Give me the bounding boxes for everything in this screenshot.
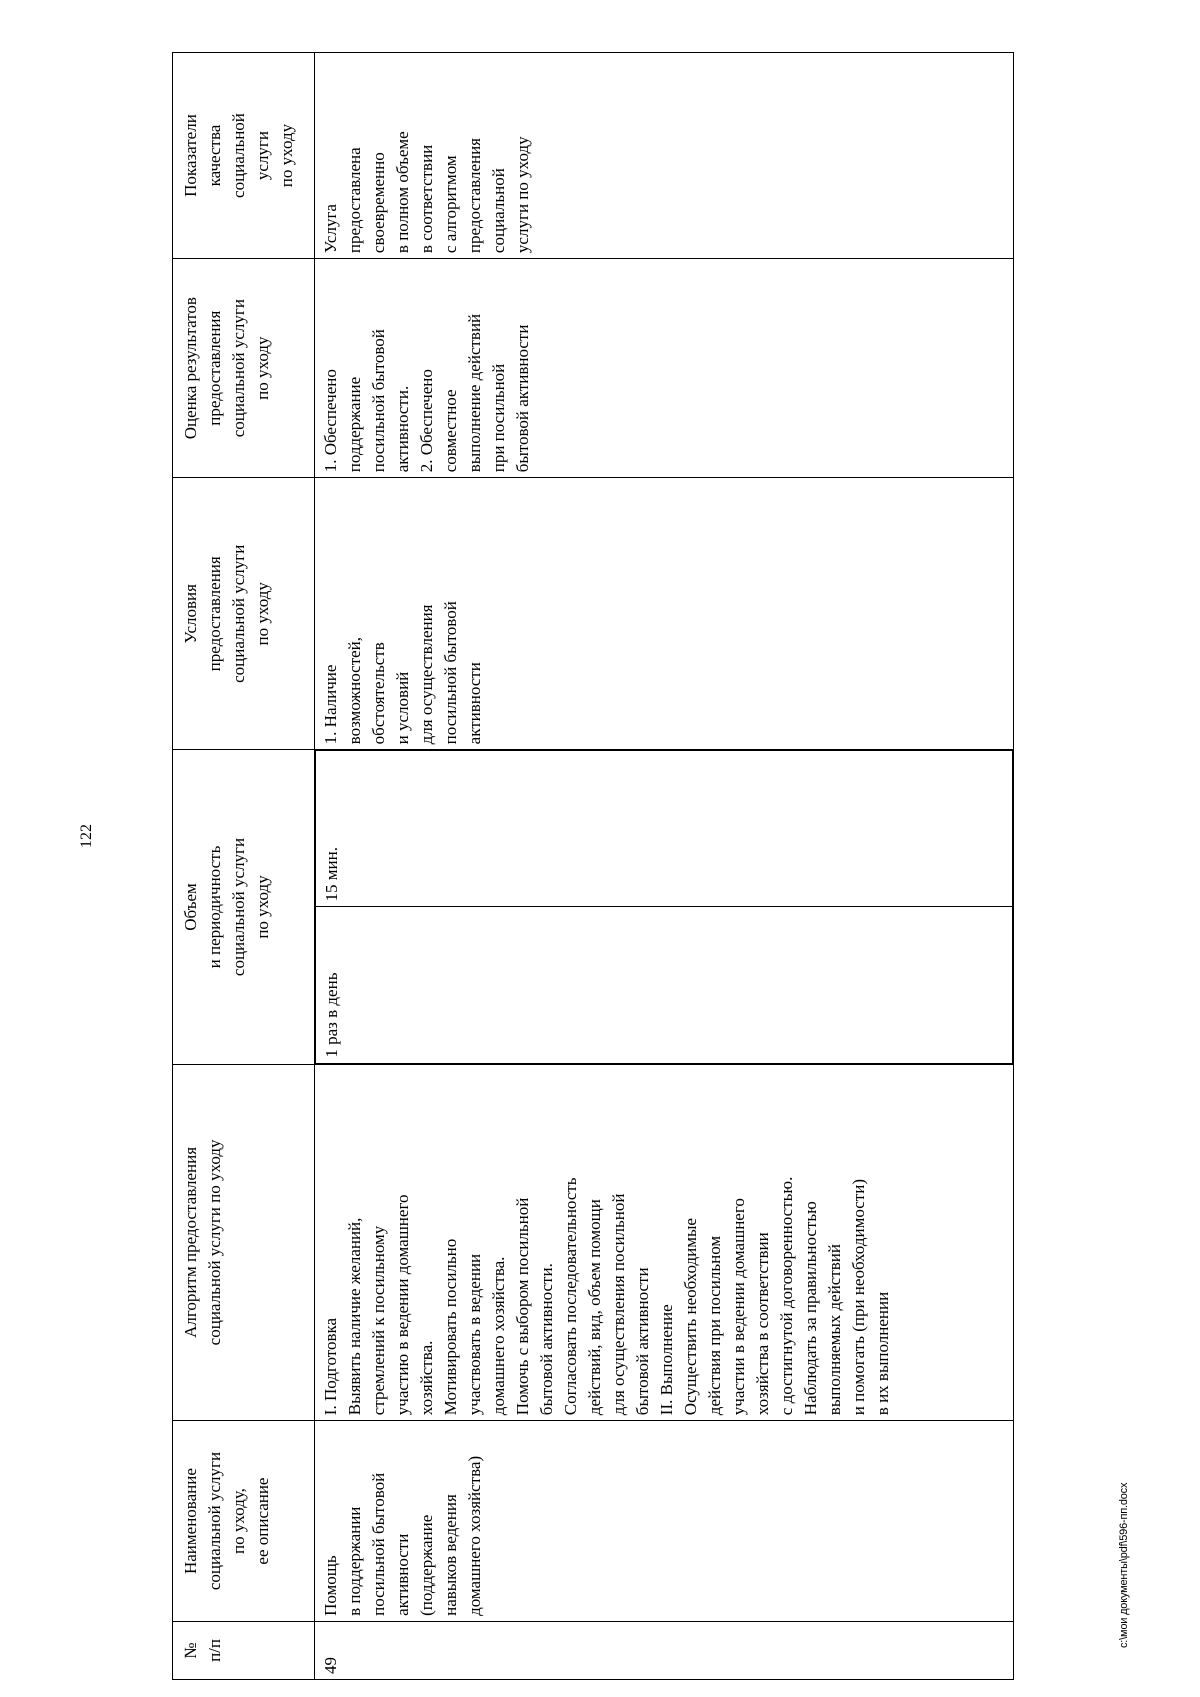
text-line: социальной xyxy=(229,113,248,198)
text-line: Показатели xyxy=(181,114,200,197)
text-line: Помочь с выбором посильной xyxy=(513,1197,532,1416)
text-line: участвовать в ведении xyxy=(465,1253,484,1416)
text-line: Наименование xyxy=(181,1468,200,1575)
text-line: бытовой активности xyxy=(513,324,532,473)
table-row xyxy=(315,53,1014,1680)
row-quality xyxy=(315,53,1014,259)
text-line: выполнение действий xyxy=(465,313,484,473)
text-line: Услуга xyxy=(321,204,340,254)
text-line: бытовой активности. xyxy=(537,1263,556,1416)
text-line: социальной услуги xyxy=(229,544,248,683)
text-line: Осуществить необходимые xyxy=(681,1218,700,1416)
text-line: активности xyxy=(393,1533,412,1616)
text-line: Помощь xyxy=(321,1555,340,1616)
text-line: социальной услуги по уходу xyxy=(205,1139,224,1346)
text-line: ее описание xyxy=(253,1477,272,1565)
text-line: с алгоритмом xyxy=(441,155,460,254)
row-conditions xyxy=(315,478,1014,750)
page-number: 122 xyxy=(78,824,95,848)
row-volume xyxy=(315,750,1014,1064)
text-line: для осуществления посильной xyxy=(609,1193,628,1416)
text-line: поддержание xyxy=(345,376,364,473)
text-line: п/п xyxy=(205,1639,224,1662)
text-line: своевременно xyxy=(369,152,388,254)
row-algorithm xyxy=(315,1064,1014,1421)
volume-value: 15 мин. xyxy=(316,751,1013,907)
text-line: для осуществления xyxy=(417,604,436,745)
text-line: посильной бытовой xyxy=(369,1472,388,1616)
text-line: социальной услуги xyxy=(229,299,248,438)
text-line: и периодичность xyxy=(205,845,224,969)
header-algorithm xyxy=(173,1064,315,1421)
text-line: Условия xyxy=(181,584,200,644)
header-conditions xyxy=(173,478,315,750)
text-line: совместное xyxy=(441,389,460,473)
header-volume xyxy=(173,750,315,1064)
text-line: в полном объеме xyxy=(393,131,412,254)
text-line: по уходу xyxy=(253,875,272,939)
text-line: участию в ведении домашнего xyxy=(393,1194,412,1416)
text-line: в соответствии xyxy=(417,144,436,254)
text-line: предоставления xyxy=(205,310,224,426)
volume-subtable xyxy=(315,750,1013,1063)
text-line: Согласовать последовательность xyxy=(561,1177,580,1416)
text-line: и помогать (при необходимости) xyxy=(849,1179,868,1416)
text-line: I. Подготовка xyxy=(321,1317,340,1416)
row-name xyxy=(315,1421,1014,1622)
text-line: действий, вид, объем помощи xyxy=(585,1199,604,1416)
text-line: предоставлена xyxy=(345,147,364,254)
text-line: и условий xyxy=(393,671,412,745)
text-line: посильной бытовой xyxy=(369,329,388,473)
text-line: возможностей, xyxy=(345,636,364,745)
text-line: Объем xyxy=(181,883,200,931)
text-line: навыков ведения xyxy=(441,1494,460,1616)
text-line: 2. Обеспечено xyxy=(417,369,436,473)
text-line: участии в ведении домашнего xyxy=(729,1198,748,1416)
header-quality xyxy=(173,53,315,259)
text-line: при посильной xyxy=(489,363,508,473)
text-line: по уходу xyxy=(277,123,296,188)
header-num xyxy=(173,1621,315,1679)
text-line: социальной услуги xyxy=(205,1451,224,1591)
text-line: хозяйства в соответствии xyxy=(753,1232,772,1416)
text-line: посильной бытовой xyxy=(441,601,460,745)
text-line: в поддержании xyxy=(345,1506,364,1616)
text-line: качества xyxy=(205,124,224,187)
text-line: (поддержание xyxy=(417,1514,436,1616)
text-line: социальной услуги xyxy=(229,837,248,977)
header-name xyxy=(173,1421,315,1622)
services-table xyxy=(172,52,1014,1680)
text-line: Выявить наличие желаний, xyxy=(345,1217,364,1416)
text-line: № xyxy=(181,1642,200,1659)
text-line: хозяйства. xyxy=(417,1340,436,1416)
text-line: с достигнутой договоренностью. xyxy=(777,1176,796,1416)
text-line: 1. Наличие xyxy=(321,664,340,745)
text-line: II. Выполнение xyxy=(657,1304,676,1416)
text-line: услуги xyxy=(253,130,272,181)
header-evaluation xyxy=(173,259,315,478)
text-line: 1. Обеспечено xyxy=(321,369,340,473)
header-row xyxy=(173,53,315,1680)
text-line: Алгоритм предоставления xyxy=(181,1146,200,1338)
text-line: социальной xyxy=(489,168,508,254)
text-line: в их выполнении xyxy=(873,1291,892,1416)
text-line: Мотивировать посильно xyxy=(441,1238,460,1416)
text-line: по уходу, xyxy=(229,1488,248,1555)
text-line: действия при посильном xyxy=(705,1235,724,1416)
text-line: предоставления xyxy=(465,137,484,254)
text-line: бытовой активности xyxy=(633,1267,652,1416)
text-line: Оценка результатов xyxy=(181,297,200,440)
row-num: 49 xyxy=(315,1621,1014,1679)
frequency-value: 1 раз в день xyxy=(316,907,1013,1063)
footer-file-path: c:\мои документы\pdf\596-пп.docx xyxy=(1118,1482,1130,1648)
text-line: стремлений к посильному xyxy=(369,1225,388,1416)
text-line: по уходу xyxy=(253,582,272,646)
text-line: по уходу xyxy=(253,336,272,400)
text-line: активности. xyxy=(393,385,412,473)
text-line: обстоятельств xyxy=(369,642,388,745)
text-line: Наблюдать за правильностью xyxy=(801,1201,820,1416)
text-line: услуги по уходу xyxy=(513,136,532,254)
text-line: домашнего хозяйства) xyxy=(465,1455,484,1616)
row-evaluation xyxy=(315,259,1014,478)
text-line: домашнего хозяйства. xyxy=(489,1256,508,1416)
text-line: выполняемых действий xyxy=(825,1244,844,1416)
text-line: активности xyxy=(465,662,484,745)
rotated-table-wrapper xyxy=(172,52,1014,1680)
text-line: предоставления xyxy=(205,556,224,672)
